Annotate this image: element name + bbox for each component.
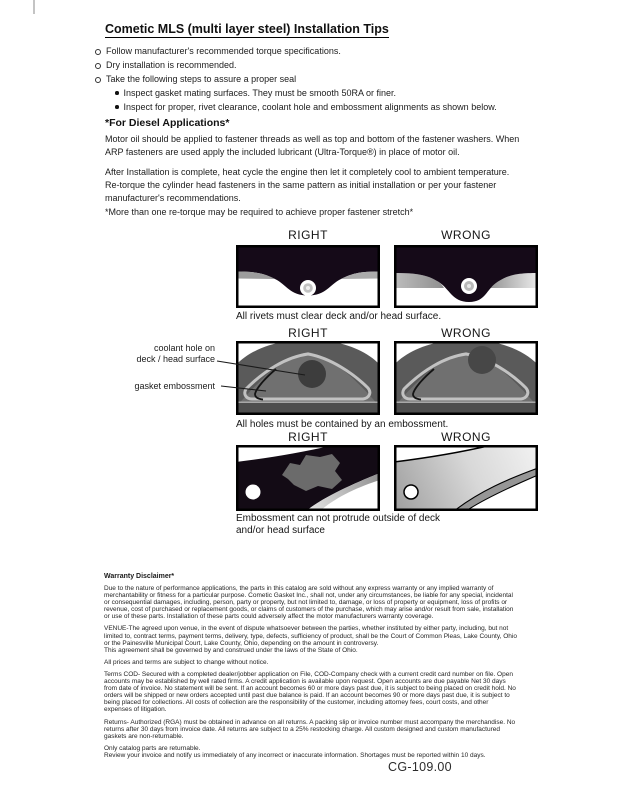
retorque-note: *More than one re-torque may be required to achieve proper fastener stretch* [105,207,414,217]
crop-mark [33,0,35,14]
tip-text: Dry installation is recommended. [106,60,237,70]
disclaimer-paragraph: Review your invoice and notify us immediately of any incorrect or inaccurate information. Shortages must be reported within 10 days. [104,751,486,759]
tip-item [95,72,535,86]
gasket-embossment-label: gasket embossment [134,381,215,391]
warranty-disclaimer [104,573,518,764]
fig1-right-label: RIGHT [288,228,328,242]
fig2-caption: All holes must be contained by an embossment. [236,419,449,430]
diesel-section-heading: *For Diesel Applications* [105,117,230,129]
disclaimer-paragraph: VENUE-The agreed upon venue, in the event of dispute whatsoever between the parties, whether instituted by either party, including, but not limited to, contract terms, payment terms, delivery, type, defects, sufficiency of product, shall be the Court of Common Pleas, Lake County, Ohio or the Painesville Municipal Court, Lake County, Ohio, depending on the amount in controversy. [104,625,517,647]
tip-item [95,58,535,72]
bullet-icon [115,105,119,109]
fig1-caption: All rivets must clear deck and/or head surface. [236,311,442,322]
sub-tip-item [95,100,535,114]
fig2-right-illustration [236,341,380,415]
fig3-right-illustration [236,445,380,511]
fig3-wrong-illustration [394,445,538,511]
diesel-paragraph-2: After Installation is complete, heat cycle the engine then let it completely cool to ambient temperature. Re-torque the cylinder head fasteners in the same pattern as initial installation or per your fastener manufacturer's recommendations. [105,167,510,203]
fig3-wrong-label: WRONG [441,430,491,444]
page-title: Cometic MLS (multi layer steel) Installation Tips [105,22,389,36]
diesel-paragraph-1: Motor oil should be applied to fastener threads as well as top and bottom of the fastener washers. When ARP fasteners are used apply the included lubricant (Ultra-Torque®) in place of motor oil. [105,134,520,157]
fig1-wrong-label: WRONG [441,228,491,242]
tip-text: Inspect gasket mating surfaces. They must be smooth 50RA or finer. [123,88,396,98]
disclaimer-paragraph: This agreement shall be governed by and construed under the laws of the State of Ohio. [104,646,358,654]
fig3-caption: Embossment can not protrude outside of deck and/or head surface [236,513,441,536]
tip-text: Follow manufacturer's recommended torque specifications. [106,46,341,56]
tip-text: Inspect for proper, rivet clearance, coolant hole and embossment alignments as shown below. [123,102,497,112]
fig3-right-label: RIGHT [288,430,328,444]
tip-text: Take the following steps to assure a proper seal [106,74,297,84]
open-bullet-icon [95,63,101,69]
bullet-icon [115,91,119,95]
sub-tip-item [95,86,535,100]
disclaimer-paragraph: Due to the nature of performance applications, the parts in this catalog are sold without any express warranty or any implied warranty of merchantability or fitness for a particular purpose. Cometic Gasket Inc., shall not, under any circumstances, be liable for any special, incidental or consequential damages, including, person, party or property, but not limited to, damage, or loss of property or equipment, loss of profits or revenue, cost of purchased or replacement goods, or claims of customers of the purchase, which may arise and/or result from sale, installation or use of these parts. Installation of these parts could adversely affect the motor manufacturers warranty coverage. [104,585,514,621]
disclaimer-paragraph: Terms COD- Secured with a completed dealer/jobber application on File, COD-Company check with a current credit card number on file. Open accounts may be established by well rated firms. A credit application is available upon request. Open accounts are due payable Net 30 days from date of invoice. No statement will be sent. If an account becomes 60 or more days past due, it is subject to being placed on credit hold. No orders will be shipped or new orders accepted until past due balance is paid. If an account becomes 90 or more days past due, it is subject to being placed for collections. All costs of collection are the responsibility of the customer, including attorney fees, court costs, and other expenses of litigation. [104,670,516,714]
disclaimer-paragraph: Returns- Authorized (RGA) must be obtained in advance on all returns. A packing slip or invoice number must accompany the merchandise. No returns after 30 days from invoice date. All returns are subject to a 25% restocking charge. All custom designed and custom manufactured gaskets are non-returnable. [104,718,516,740]
disclaimer-heading: Warranty Disclaimer* [104,573,175,580]
fig2-wrong-label: WRONG [441,326,491,340]
fig2-right-label: RIGHT [288,326,328,340]
open-bullet-icon [95,77,101,83]
open-bullet-icon [95,49,101,55]
fig1-right-illustration [236,245,380,308]
catalog-page-code: CG-109.00 [388,760,452,774]
coolant-hole-label: coolant hole on deck / head surface [136,343,215,364]
tip-item [95,44,535,58]
installation-tips-list [95,44,535,114]
disclaimer-paragraph: Only catalog parts are returnable. [104,744,201,752]
fig1-wrong-illustration [394,245,538,308]
fig2-wrong-illustration [394,341,538,415]
disclaimer-paragraph: All prices and terms are subject to change without notice. [104,658,269,666]
